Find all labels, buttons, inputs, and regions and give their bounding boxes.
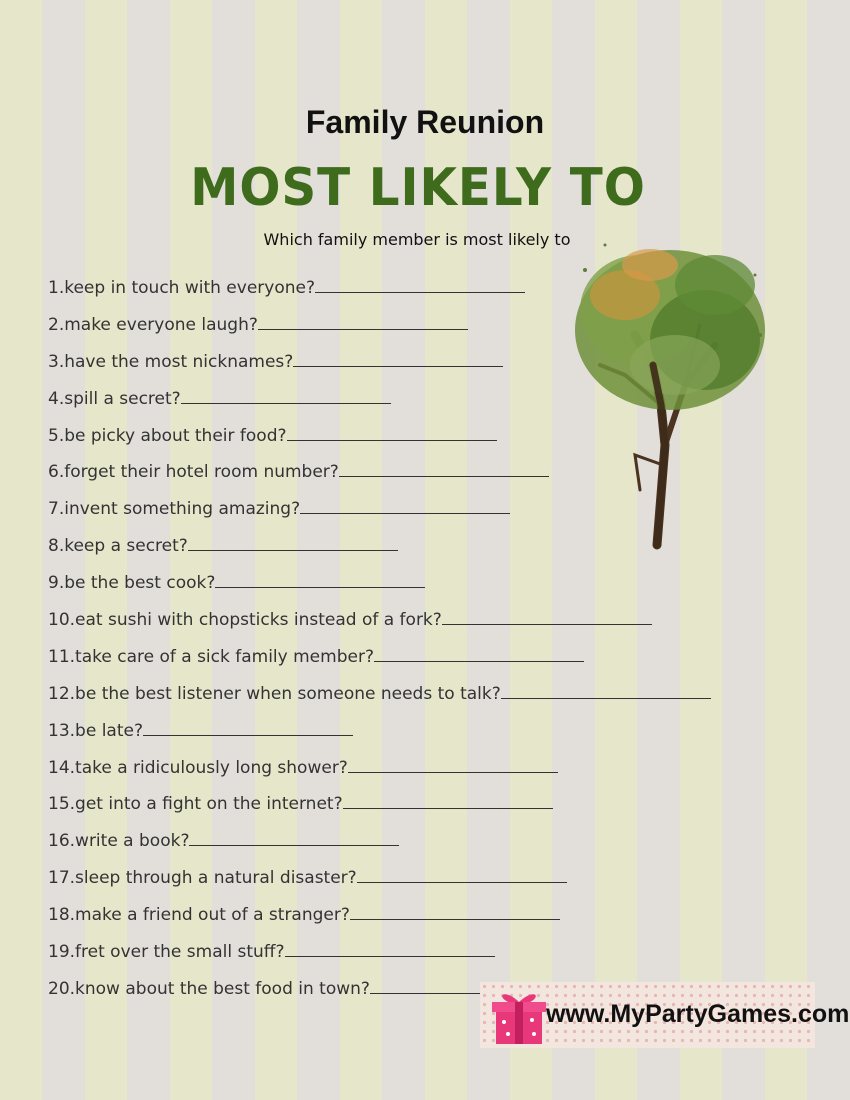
page-subtitle: MOST LIKELY TO bbox=[190, 158, 646, 218]
answer-blank bbox=[343, 790, 553, 809]
answer-blank bbox=[215, 569, 425, 588]
answer-blank bbox=[315, 274, 525, 293]
watercolor-tree-icon bbox=[565, 215, 775, 555]
answer-blank bbox=[300, 495, 510, 514]
question-text: 7.invent something amazing? bbox=[48, 499, 301, 520]
question-item bbox=[48, 606, 711, 643]
question-item bbox=[48, 680, 711, 717]
question-item bbox=[48, 717, 711, 754]
answer-blank bbox=[143, 717, 353, 736]
question-item bbox=[48, 569, 711, 606]
question-text: 17.sleep through a natural disaster? bbox=[48, 868, 357, 889]
answer-blank bbox=[293, 348, 503, 367]
question-text: 5.be picky about their food? bbox=[48, 425, 287, 446]
answer-blank bbox=[357, 864, 567, 883]
gift-box-icon bbox=[490, 982, 546, 1046]
question-item bbox=[48, 901, 711, 938]
question-text: 6.forget their hotel room number? bbox=[48, 462, 339, 483]
answer-blank bbox=[374, 643, 584, 662]
instruction-text: Which family member is most likely to bbox=[263, 230, 571, 249]
site-url: www.MyPartyGames.com bbox=[546, 1000, 850, 1028]
question-text: 11.take care of a sick family member? bbox=[48, 646, 374, 667]
question-text: 9.be the best cook? bbox=[48, 573, 216, 594]
question-text: 19.fret over the small stuff? bbox=[48, 942, 285, 963]
answer-blank bbox=[350, 901, 560, 920]
question-text: 20.know about the best food in town? bbox=[48, 978, 370, 999]
question-item bbox=[48, 643, 711, 680]
answer-blank bbox=[348, 754, 558, 773]
answer-blank bbox=[181, 385, 391, 404]
answer-blank bbox=[287, 422, 497, 441]
question-text: 12.be the best listener when someone needs to talk? bbox=[48, 683, 501, 704]
question-item bbox=[48, 790, 711, 827]
question-text: 4.spill a secret? bbox=[48, 388, 181, 409]
question-text: 10.eat sushi with chopsticks instead of a fork? bbox=[48, 610, 442, 631]
question-text: 15.get into a fight on the internet? bbox=[48, 794, 343, 815]
question-item bbox=[48, 864, 711, 901]
question-text: 14.take a ridiculously long shower? bbox=[48, 757, 348, 778]
question-item bbox=[48, 754, 711, 791]
answer-blank bbox=[188, 532, 398, 551]
answer-blank bbox=[258, 311, 468, 330]
question-item bbox=[48, 827, 711, 864]
question-text: 3.have the most nicknames? bbox=[48, 351, 294, 372]
answer-blank bbox=[285, 938, 495, 957]
answer-blank bbox=[189, 827, 399, 846]
site-banner bbox=[480, 982, 850, 1048]
page-title: Family Reunion bbox=[305, 104, 545, 140]
question-text: 8.keep a secret? bbox=[48, 536, 188, 557]
question-text: 13.be late? bbox=[48, 720, 143, 741]
answer-blank bbox=[501, 680, 711, 699]
question-text: 18.make a friend out of a stranger? bbox=[48, 905, 350, 926]
question-item bbox=[48, 938, 711, 975]
question-text: 1.keep in touch with everyone? bbox=[48, 278, 315, 298]
question-text: 2.make everyone laugh? bbox=[48, 314, 258, 335]
question-text: 16.write a book? bbox=[48, 831, 190, 852]
answer-blank bbox=[339, 458, 549, 477]
answer-blank bbox=[442, 606, 652, 625]
